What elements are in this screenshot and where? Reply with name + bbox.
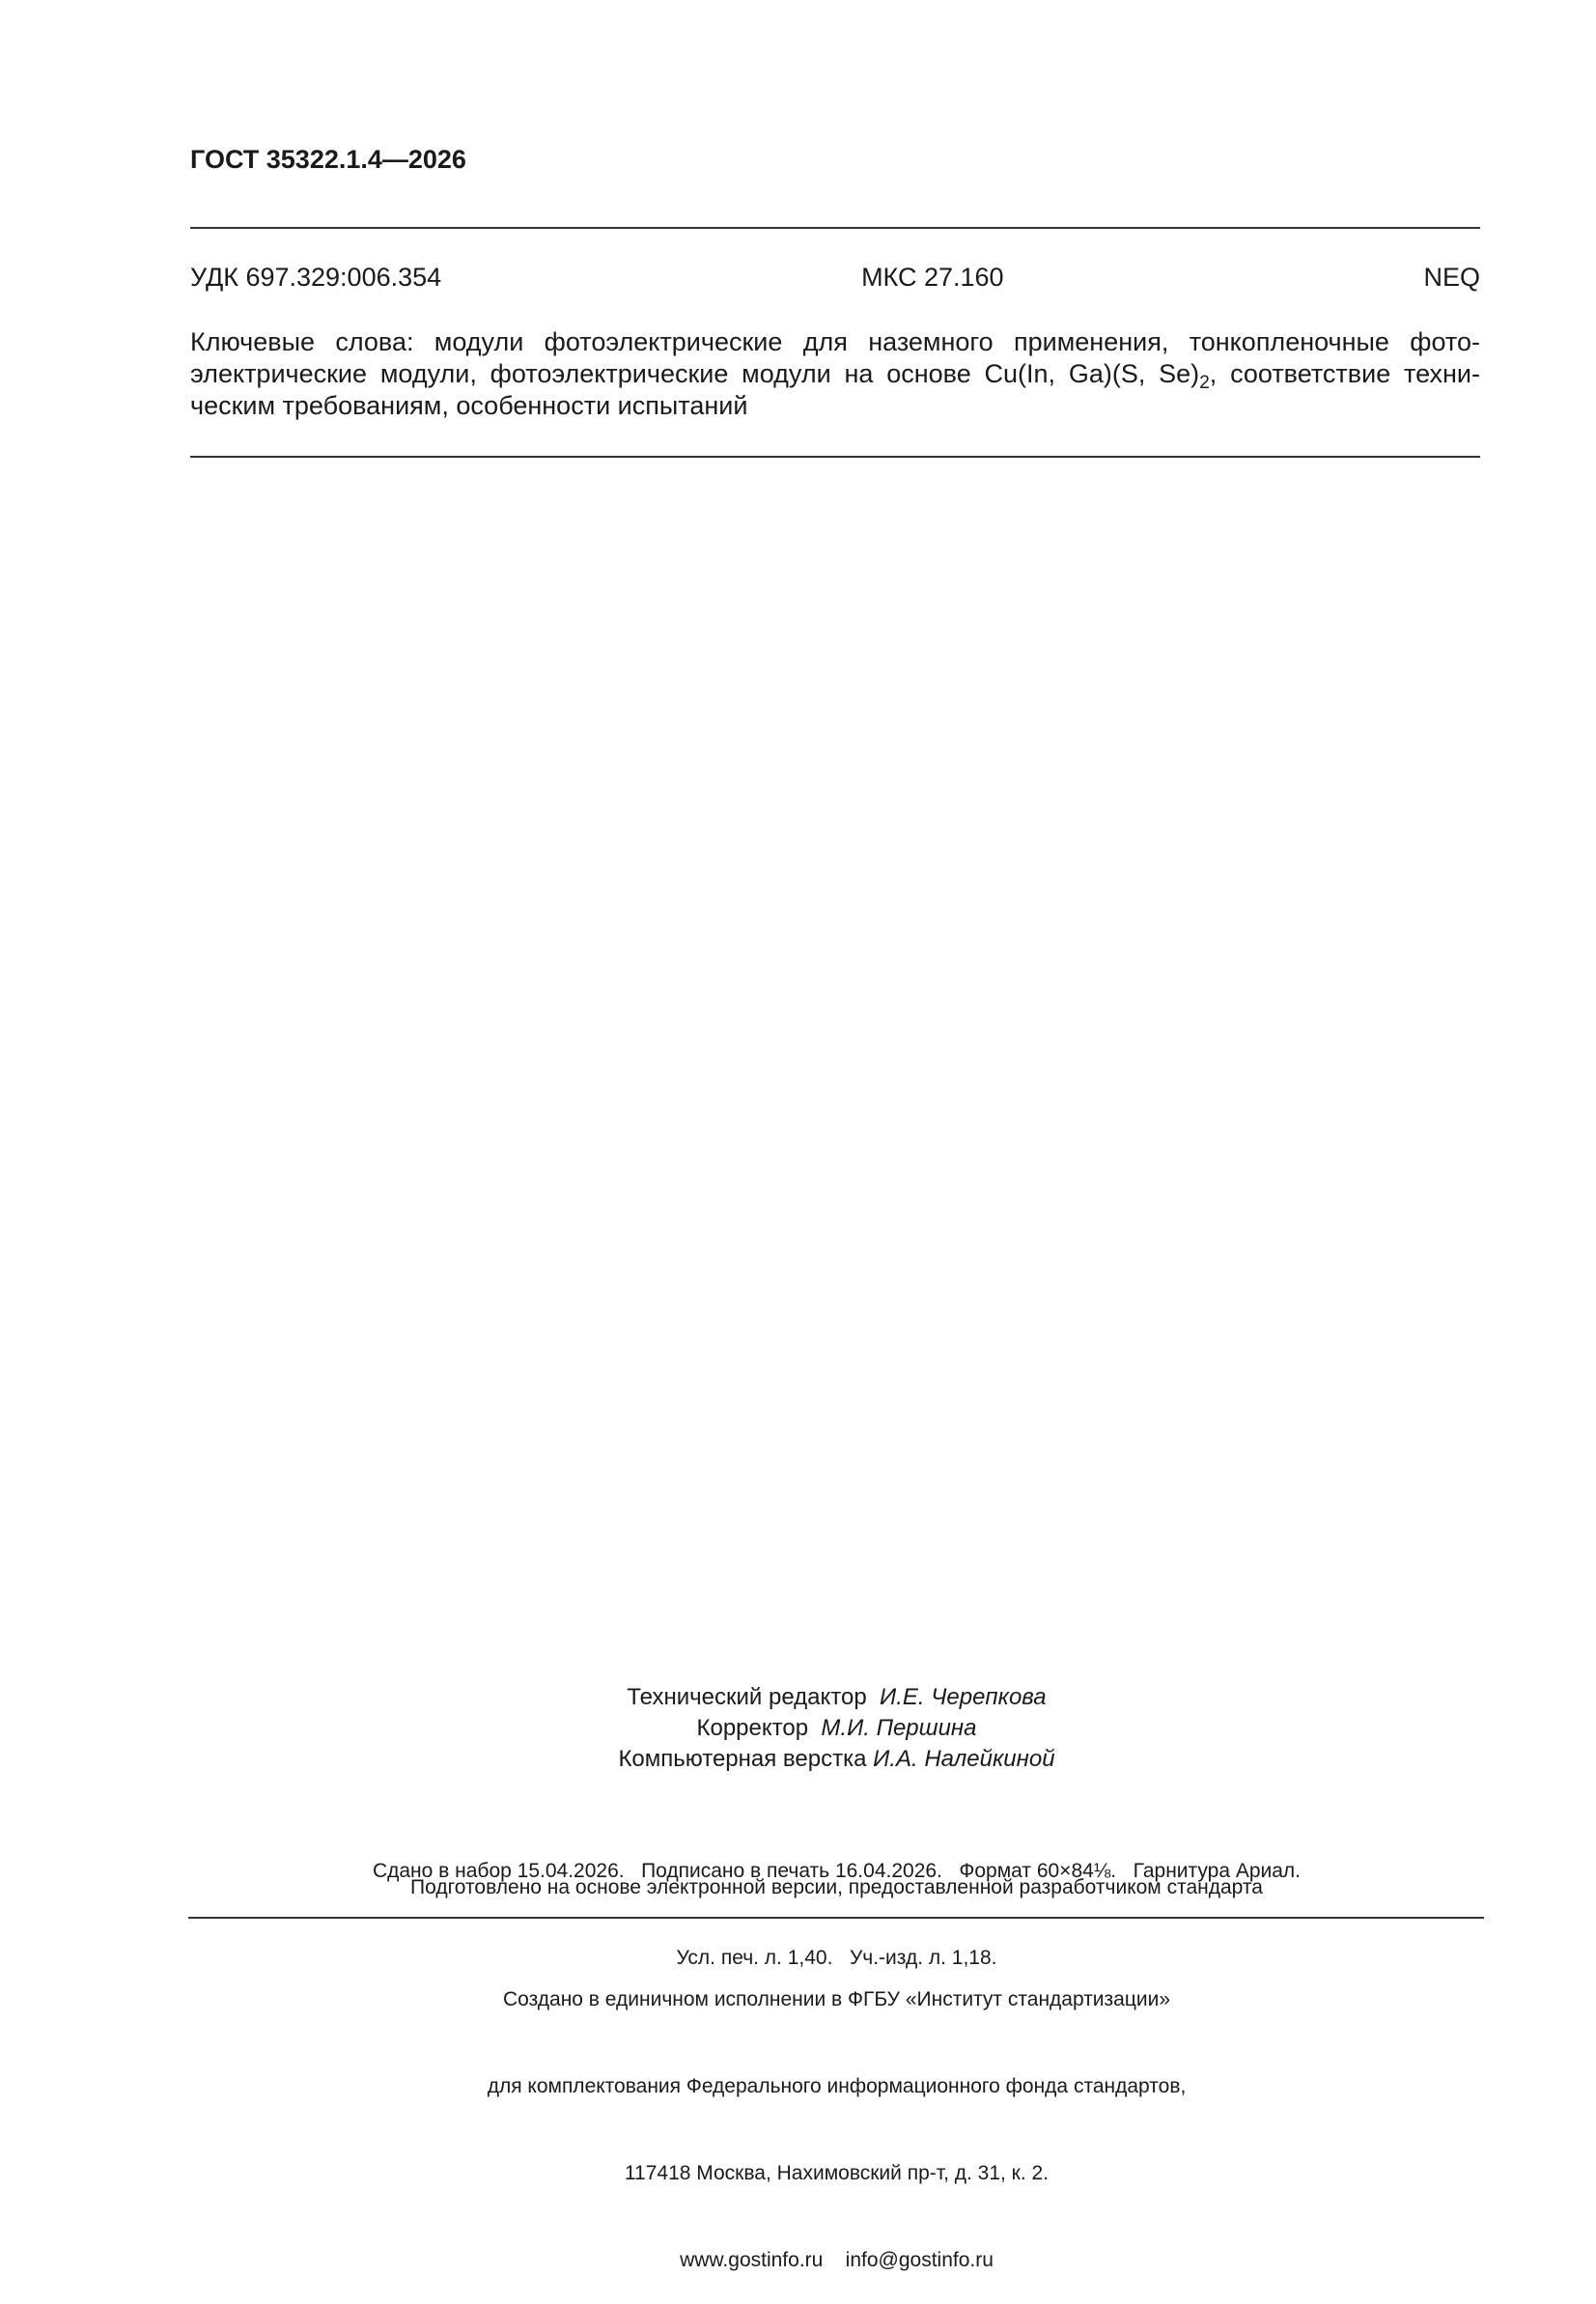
keywords-divider	[190, 456, 1480, 458]
print-info-line: Сдано в набор 15.04.2026. Подписано в печать 16.04.2026. Формат 60×84⅛. Гарнитура Ариал.	[372, 1860, 1302, 1882]
top-divider	[190, 227, 1480, 229]
staff-name: И.Е. Черепкова	[880, 1684, 1047, 1710]
colophon-divider	[188, 1917, 1484, 1919]
staff-line-corrector	[0, 1713, 1596, 1744]
publisher-line: Создано в единичном исполнении в ФГБУ «Институт стандартизации»	[502, 1988, 1171, 2010]
neq-mark: NEQ	[1423, 263, 1480, 292]
keywords-text-end: , соответствие техническим требованиям, особенности испытаний	[190, 359, 1481, 420]
staff-block	[0, 1682, 1596, 1775]
print-info-line: Усл. печ. л. 1,40. Уч.-изд. л. 1,18.	[676, 1947, 997, 1969]
classification-row	[190, 263, 1480, 293]
document-code: ГОСТ 35322.1.4—2026	[190, 145, 466, 174]
keywords-text: Ключевые слова: модули фотоэлектрические для наземного применения, тонкопленочные фотоэлектрические модули, фотоэлектрические модули на основе Cu(In, Ga)(S, Se)	[190, 327, 1480, 388]
staff-role: Технический редактор	[627, 1684, 867, 1710]
mks-code: МКС 27.160	[861, 263, 1004, 292]
staff-role: Компьютерная верстка	[618, 1746, 867, 1772]
publisher-line: 117418 Москва, Нахимовский пр-т, д. 31, к. 2.	[624, 2162, 1050, 2184]
keywords-paragraph	[190, 326, 1480, 422]
staff-name: И.А. Налейкиной	[873, 1746, 1055, 1772]
publisher-info	[0, 1927, 1596, 2304]
staff-name: М.И. Першина	[821, 1715, 977, 1741]
staff-role: Корректор	[696, 1715, 809, 1741]
staff-line-tech-editor	[0, 1682, 1596, 1713]
udk-code: УДК 697.329:006.354	[190, 263, 442, 292]
staff-line-layout	[0, 1744, 1596, 1775]
prepared-note: Подготовлено на основе электронной версии, предоставленной разработчиком стандарта	[410, 1876, 1263, 1898]
publisher-line: для комплектования Федерального информационного фонда стандартов,	[487, 2075, 1187, 2097]
keywords-subscript: 2	[1199, 373, 1210, 393]
publisher-contacts: www.gostinfo.ru info@gostinfo.ru	[680, 2249, 994, 2271]
